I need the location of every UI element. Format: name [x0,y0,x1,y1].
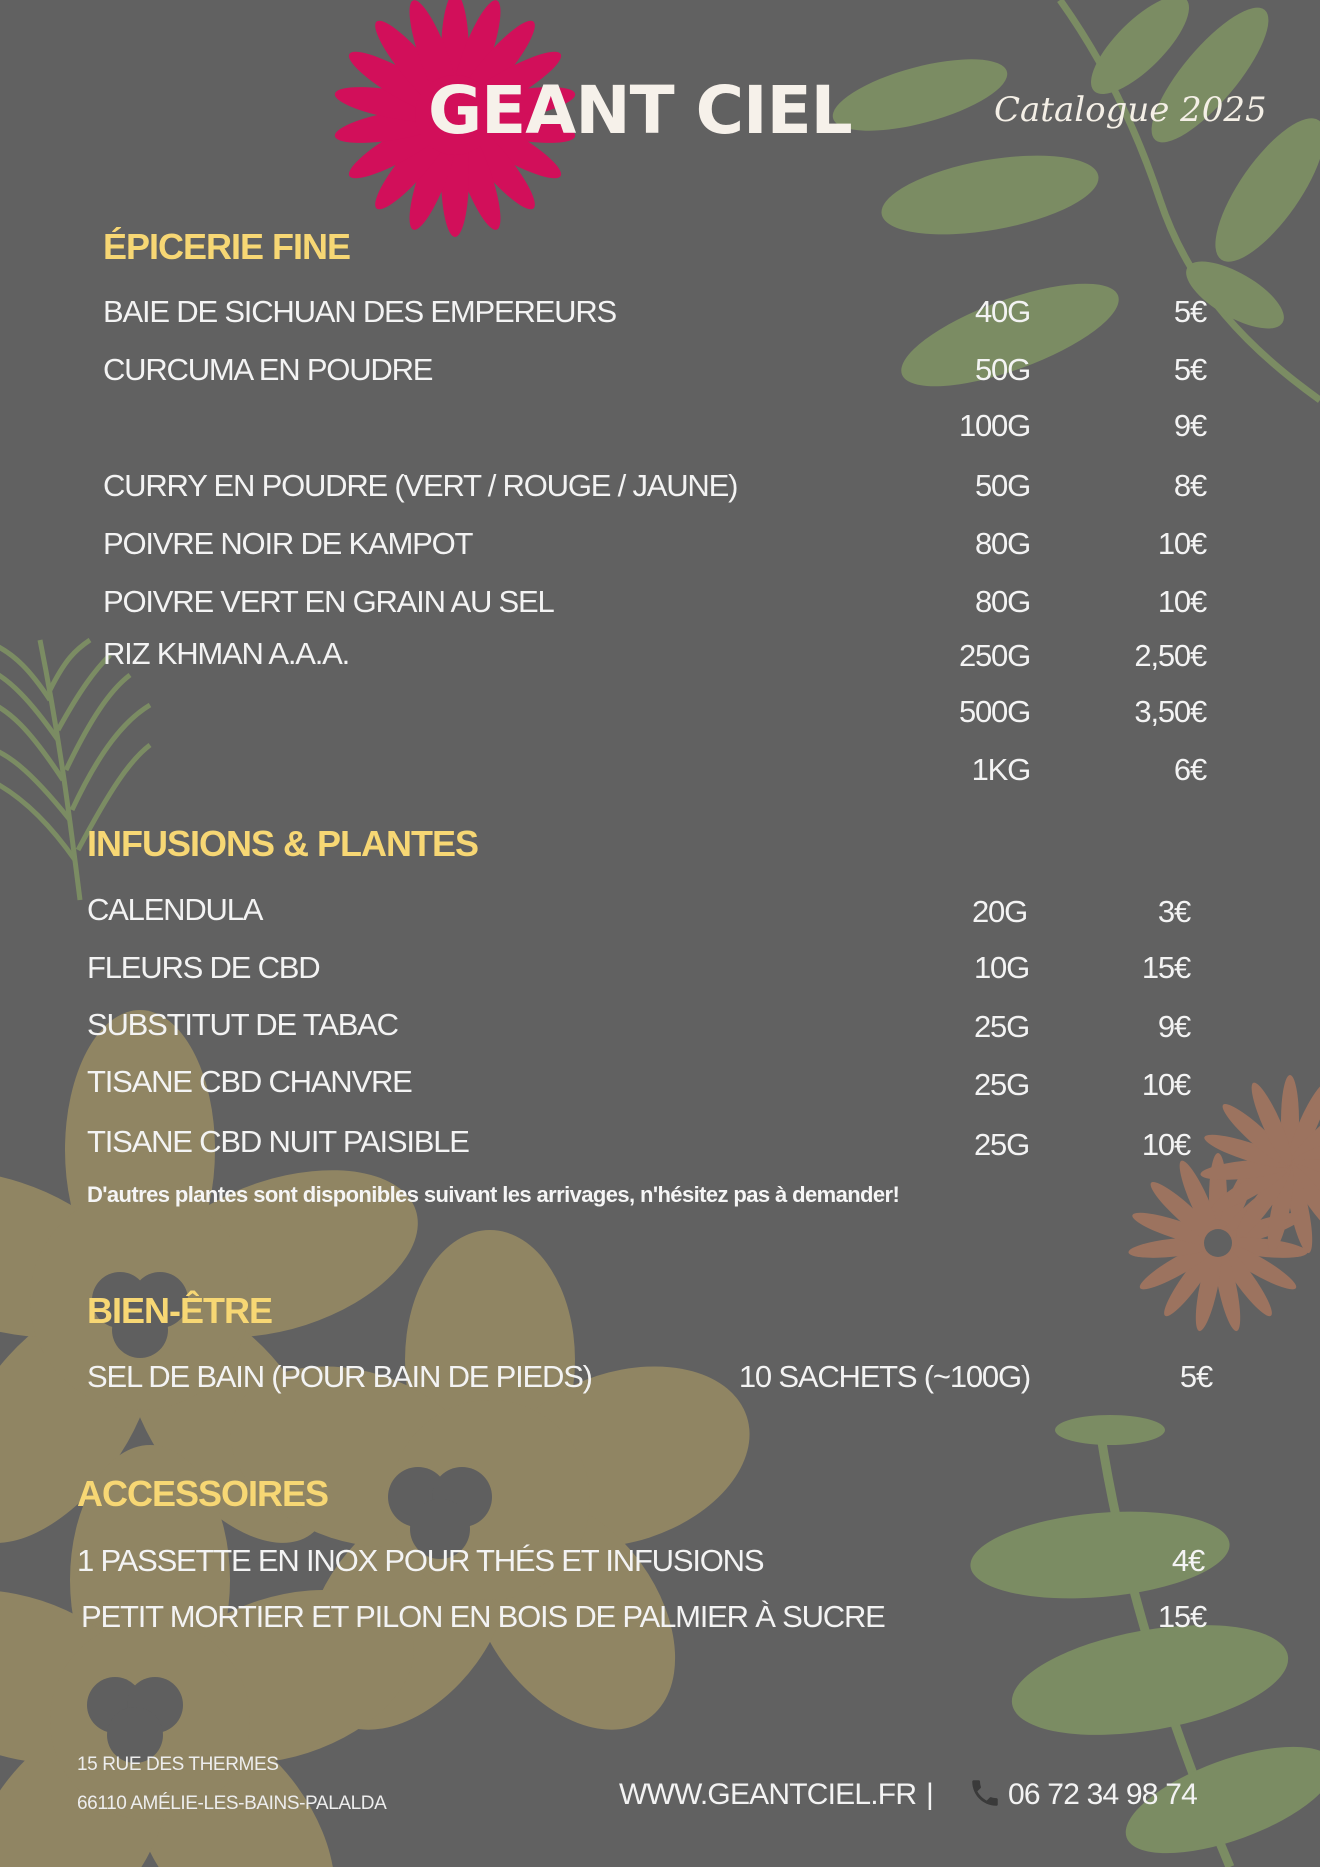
item-quantity: 250G [958,638,1030,673]
item-quantity: 25G [974,1127,1029,1162]
item-name: CALENDULA [87,892,263,927]
item-quantity: 10G [974,950,1029,985]
item-price: 9€ [1157,1009,1190,1044]
item-quantity: 10 SACHETS (~100G) [738,1359,1030,1394]
item-quantity: 25G [974,1067,1029,1102]
item-name: CURRY EN POUDRE (VERT / ROUGE / JAUNE) [103,468,738,503]
item-price: 5€ [1173,352,1206,387]
phone-icon [968,1776,1004,1812]
item-price: 2,50€ [1134,638,1206,673]
item-price: 15€ [1157,1599,1206,1634]
item-price: 4€ [1171,1543,1204,1578]
item-quantity: 40G [975,294,1030,329]
section-title-accessoires: ACCESSOIRES [77,1473,329,1514]
item-price: 10€ [1141,1127,1190,1162]
item-price: 3,50€ [1134,694,1206,729]
item-price: 9€ [1173,408,1206,443]
item-quantity: 20G [972,894,1027,929]
flowers-brown [1128,1075,1320,1333]
item-name: RIZ KHMAN A.A.A. [103,636,350,671]
catalogue-label: Catalogue 2025 [994,90,1267,130]
item-price: 10€ [1141,1067,1190,1102]
item-name: TISANE CBD CHANVRE [87,1064,412,1099]
item-name: SUBSTITUT DE TABAC [87,1007,398,1042]
address-line-1: 15 RUE DES THERMES [77,1754,279,1775]
item-name: BAIE DE SICHUAN DES EMPEREURS [103,294,616,329]
item-quantity: 80G [975,526,1030,561]
item-quantity: 1KG [971,752,1030,787]
item-price: 6€ [1173,752,1206,787]
website-link[interactable]: WWW.GEANTCIEL.FR [619,1778,917,1811]
item-name: SEL DE BAIN (POUR BAIN DE PIEDS) [87,1359,592,1394]
footer-separator: | [926,1778,933,1811]
item-quantity: 100G [958,408,1030,443]
section-title-infusions: INFUSIONS & PLANTES [87,823,479,864]
item-name: CURCUMA EN POUDRE [103,352,433,387]
item-quantity: 50G [975,468,1030,503]
item-price: 15€ [1141,950,1190,985]
brand-title: GEANT CIEL [428,72,852,149]
item-name: POIVRE NOIR DE KAMPOT [103,526,473,561]
item-name: POIVRE VERT EN GRAIN AU SEL [103,584,554,619]
item-price: 3€ [1157,894,1190,929]
item-price: 10€ [1157,526,1206,561]
item-name: TISANE CBD NUIT PAISIBLE [87,1124,469,1159]
phone-number[interactable]: 06 72 34 98 74 [1008,1778,1197,1811]
item-quantity: 50G [975,352,1030,387]
phone-icon-svg [968,1776,1002,1810]
item-price: 5€ [1173,294,1206,329]
section-title-epicerie: ÉPICERIE FINE [103,226,351,267]
item-price: 10€ [1157,584,1206,619]
address-line-2: 66110 AMÉLIE-LES-BAINS-PALALDA [77,1793,387,1814]
item-name: 1 PASSETTE EN INOX POUR THÉS ET INFUSIONS [77,1543,764,1578]
item-quantity: 500G [958,694,1030,729]
item-name: FLEURS DE CBD [87,950,320,985]
availability-note: D'autres plantes sont disponibles suivant les arrivages, n'hésitez pas à demander! [87,1182,900,1207]
leaf-branch-top-right [826,0,1320,407]
item-price: 5€ [1179,1359,1212,1394]
item-quantity: 25G [974,1009,1029,1044]
item-price: 8€ [1173,468,1206,503]
section-title-bienetre: BIEN-ÊTRE [87,1290,273,1331]
item-name: PETIT MORTIER ET PILON EN BOIS DE PALMIER À SUCRE [81,1599,885,1634]
item-quantity: 80G [975,584,1030,619]
